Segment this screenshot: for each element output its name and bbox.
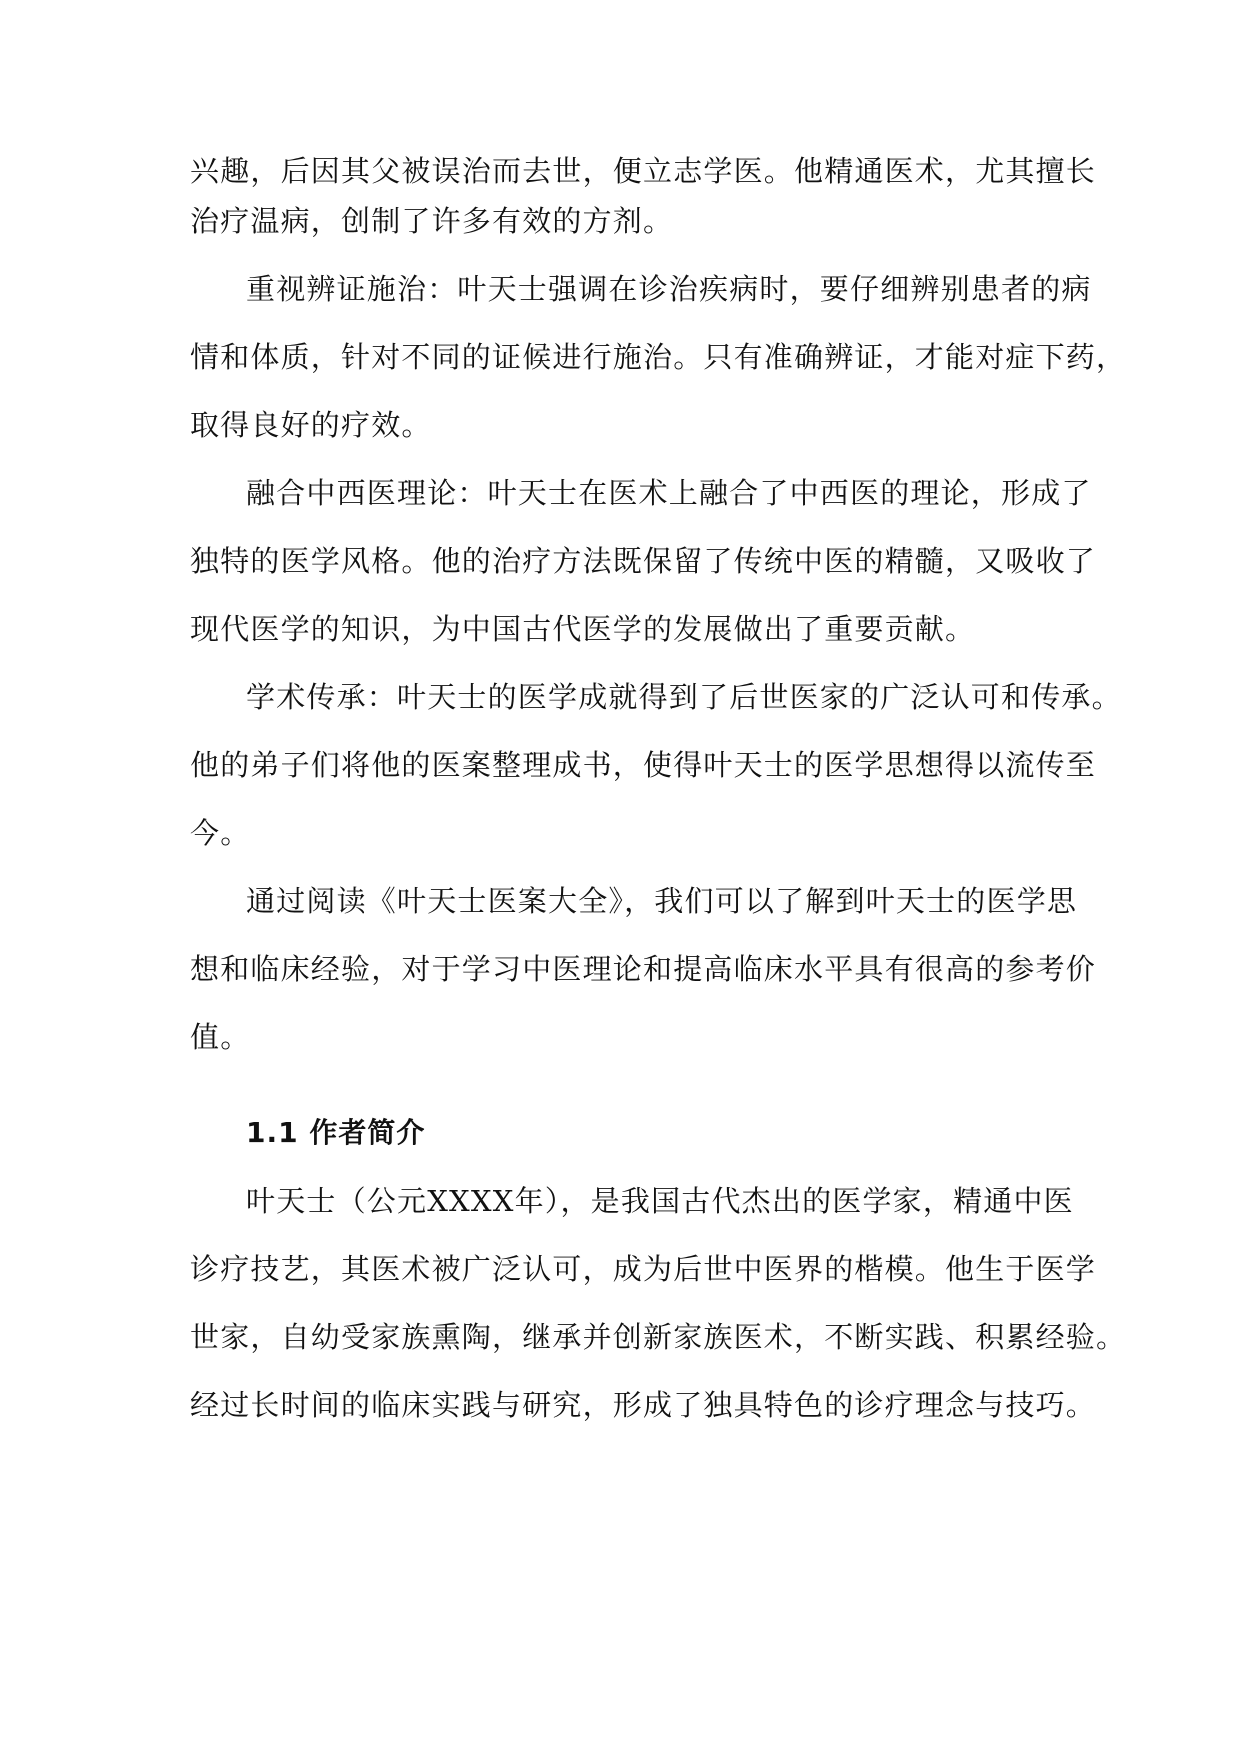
paragraph-first-line: 叶天士（公元XXXX年），是我国古代杰出的医学家，精通中医 [246,1184,1074,1218]
paragraph-first-line: 重视辨证施治：叶天士强调在诊治疾病时，要仔细辨别患者的病 [246,272,1092,306]
body-text-line: 想和临床经验，对于学习中医理论和提高临床水平具有很高的参考价 [190,952,1097,986]
body-text-line: 取得良好的疗效。 [190,408,432,442]
paragraph-first-line: 学术传承：叶天士的医学成就得到了后世医家的广泛认可和传承。 [246,680,1122,714]
paragraph-first-line: 通过阅读《叶天士医案大全》，我们可以了解到叶天士的医学思 [246,884,1078,918]
body-text-line: 兴趣，后因其父被误治而去世，便立志学医。他精通医术，尤其擅长 [190,154,1097,188]
body-text-line: 诊疗技艺，其医术被广泛认可，成为后世中医界的楷模。他生于医学 [190,1252,1097,1286]
body-text-line: 治疗温病，创制了许多有效的方剂。 [190,204,674,238]
body-text-line: 今。 [190,816,251,850]
body-text-line: 他的弟子们将他的医案整理成书，使得叶天士的医学思想得以流传至 [190,748,1097,782]
body-text-line: 情和体质，针对不同的证候进行施治。只有准确辨证，才能对症下药， [190,340,1127,374]
body-text-line: 值。 [190,1020,251,1054]
paragraph-first-line: 融合中西医理论：叶天士在医术上融合了中西医的理论，形成了 [246,476,1092,510]
body-text-line: 经过长时间的临床实践与研究，形成了独具特色的诊疗理念与技巧。 [190,1388,1097,1422]
body-text-line: 现代医学的知识，为中国古代医学的发展做出了重要贡献。 [190,612,976,646]
section-heading: 1.1 作者简介 [246,1116,426,1149]
body-text-line: 独特的医学风格。他的治疗方法既保留了传统中医的精髓，又吸收了 [190,544,1097,578]
body-text-line: 世家，自幼受家族熏陶，继承并创新家族医术，不断实践、积累经验。 [190,1320,1127,1354]
